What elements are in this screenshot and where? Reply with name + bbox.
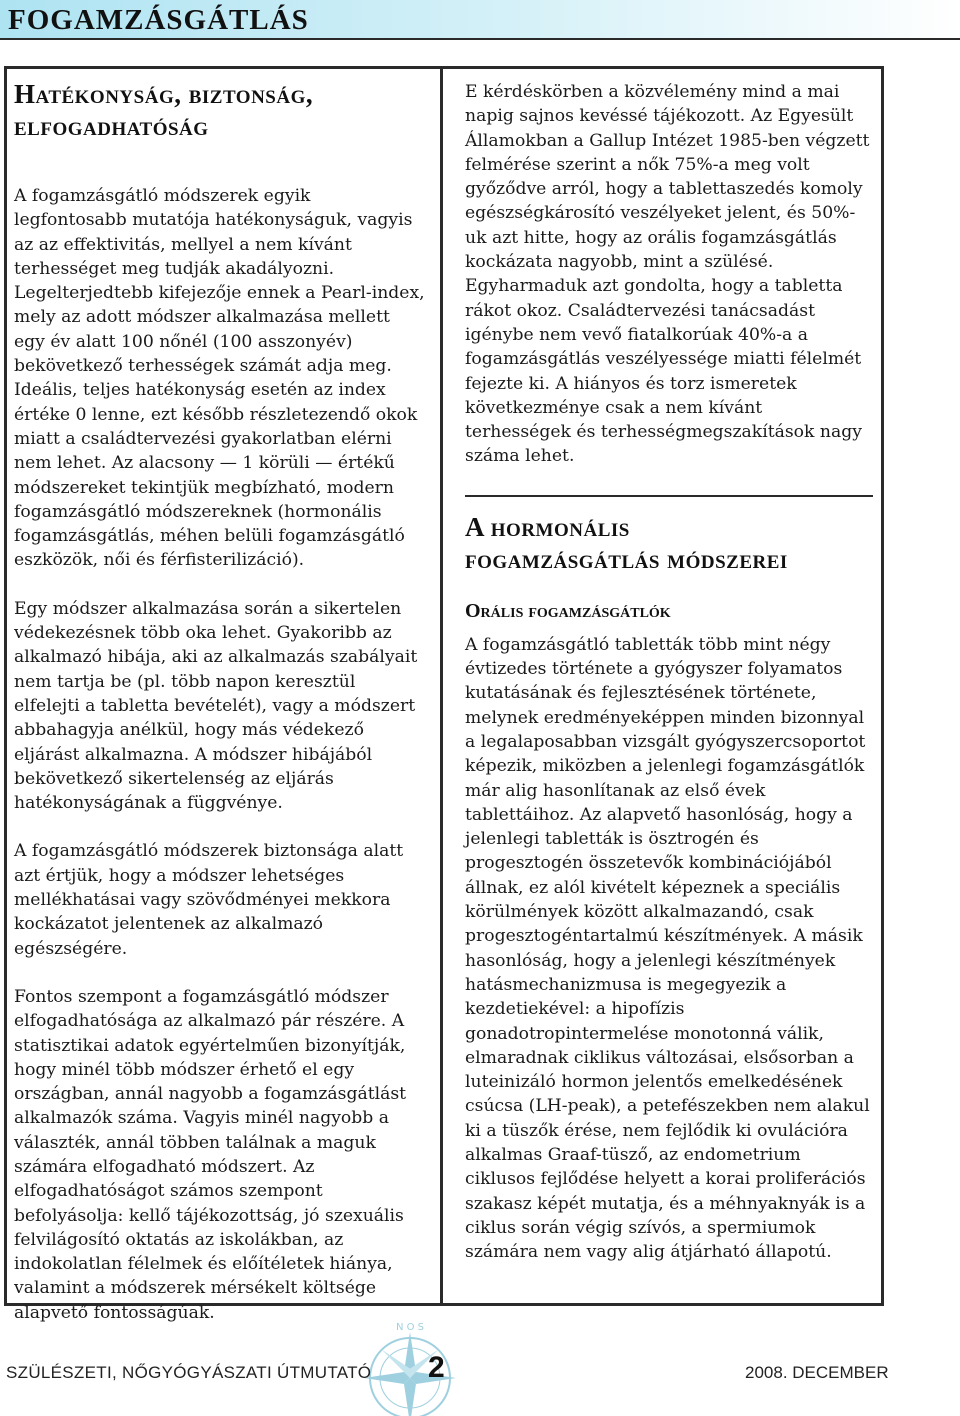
page-footer [0,1351,960,1395]
header-band [0,0,960,40]
section-title-hormonal: A hormonális fogamzásgátlás módszerei [465,511,788,574]
page-number: 2 [428,1351,445,1384]
paragraph-acceptability: Fontos szempont a fogamzásgátló módszer elfogadhatósága az alkalmazó pár részére. A statisztikai adatok egyértelműen bizonyítják, hogy minél több módszer érhető el egy országban, annál nagyobb a fogamzásgátlást alkalmazók száma. Vagyis minél nagyobb a választék, annál többen találnak a maguk számára elfogadható módszert. Az elfogadhatóságot számos szempont befolyásolja: kellő tájékozottság, jó szexuális felvilágosító oktatás az iskolákban, az indokolatlan félelmek és előítéletek hiánya, valamint a módszerek mérsékelt költsége alapvető fontosságúak. [14,986,407,1323]
paragraph-failure-causes: Egy módszer alkalmazása során a sikertelen védekezésnek több oka lehet. Gyakoribb az alkalmazó hibája, aki az alkalmazás szabályait nem tartja be (pl. több napon keresztül elfelejti a tabletta bevételét), vagy a módszert abbahagyja anélkül, hogy más védekező eljárást alkalmazna. A módszer hibájából bekövetkező sikertelenség az eljárás hatékonyságának a függvénye. [14,598,418,814]
paragraph-safety: A fogamzásgátló módszerek biztonsága alatt azt értjük, hogy a módszer lehetséges mellékhatásai vagy szövődményei mekkora kockázatot jelentenek az alkalmazó egészségére. [14,841,404,959]
running-header-title: FOGAMZÁSGÁTLÁS [8,4,309,36]
paragraph-effectiveness: A fogamzásgátló módszerek egyik legfontosabb mutatója hatékonyságuk, vagyis az az effektivitás, mellyel a nem kívánt terhességet meg tudják akadályozni. Legelterjedtebb kifejezője ennek a Pearl-index, mely az adott módszer alkalmazása mellett egy év alatt 100 nőnél (100 asszonyév) bekövetkező terhességek számát adja meg. Ideális, teljes hatékonyság esetén az index értéke 0 lenne, ezt később részletezendő okok miatt a családtervezési gyakorlatban elérni nem lehet. Az alacsony — 1 körüli — értékű módszereket tekintjük megbízható, modern fogamzásgátló módszereknek (hormonális fogamzásgátlás, méhen belüli fogamzásgátló eszközök, női és férfisterilizáció). [14,186,425,571]
section-title-effectiveness: Hatékonyság, biztonság, elfogadhatóság [14,79,314,141]
left-column [14,66,426,1325]
subsection-title-oral: Orális fogamzásgátlók [465,599,671,622]
footer-publication-title: SZÜLÉSZETI, NŐGYÓGYÁSZATI ÚTMUTATÓ [6,1363,372,1382]
footer-date: 2008. DECEMBER [745,1363,889,1382]
svg-text:N O S: N O S [395,1322,425,1333]
right-column [465,66,873,1264]
paragraph-oral-contraceptives: A fogamzásgátló tabletták több mint négy évtizedes története a gyógyszer folyamatos kutatásának és fejlesztésének története, melynek eredményeképpen minden bizonnyal a legalaposabban vizsgált gyógyszercsoportot képezik, miközben a jelenlegi fogamzásgátlók már alig hasonlítanak az első évek tablettáihoz. Az alapvető hasonlóság, hogy a jelenlegi tabletták is ösztrogén és progesztogén összetevők kombinációjából állnak, ez alól kivételt képeznek a speciális körülmények között alkalmazandó, csak progesztogéntartalmú készítmények. A másik hasonlóság, hogy a jelenlegi készítmények hatásmechanizmusa is megegyezik a kezdetiekével: a hipofízis gonadotropintermelése monotonná válik, elmaradnak ciklikus változásai, elsősorban a luteinizáló hormon jelentős emelkedésének csúcsa (LH-peak), a petefészekben nem alakul ki a tüszők érése, nem fejlődik ki ovulációra alkalmas Graaf-tüsző, az endometrium ciklusos fejlődése helyett a korai proliferációs szakasz képét mutatja, és a méhnyaknyák is a ciklus során végig szívós, a spermiumok számára nem vagy alig átjárható állapotú. [465,634,870,1263]
paragraph-public-opinion: E kérdéskörben a közvélemény mind a mai napig sajnos kevéssé tájékozott. Az Egyesült Államokban a Gallup Intézet 1985-ben végzett felmérése szerint a nők 75%-a meg volt győződve arról, hogy a tablettaszedés komoly egészségkárosító veszélyeket jelent, és 50%-uk azt hitte, hogy az orális fogamzásgátlás kockázata nagyobb, mint a szülésé. Egyharmaduk azt gondolta, hogy a tabletta rákot okoz. Családtervezési tanácsadást igénybe nem vevő fiatalkorúak 40%-a a fogamzásgátlás veszélyessége miatti félelmét fejezte ki. A hiányos és torz ismeretek következménye csak a nem kívánt terhességek és terhességmegszakítások nagy száma lehet. [465,82,870,467]
column-divider [440,66,443,1306]
